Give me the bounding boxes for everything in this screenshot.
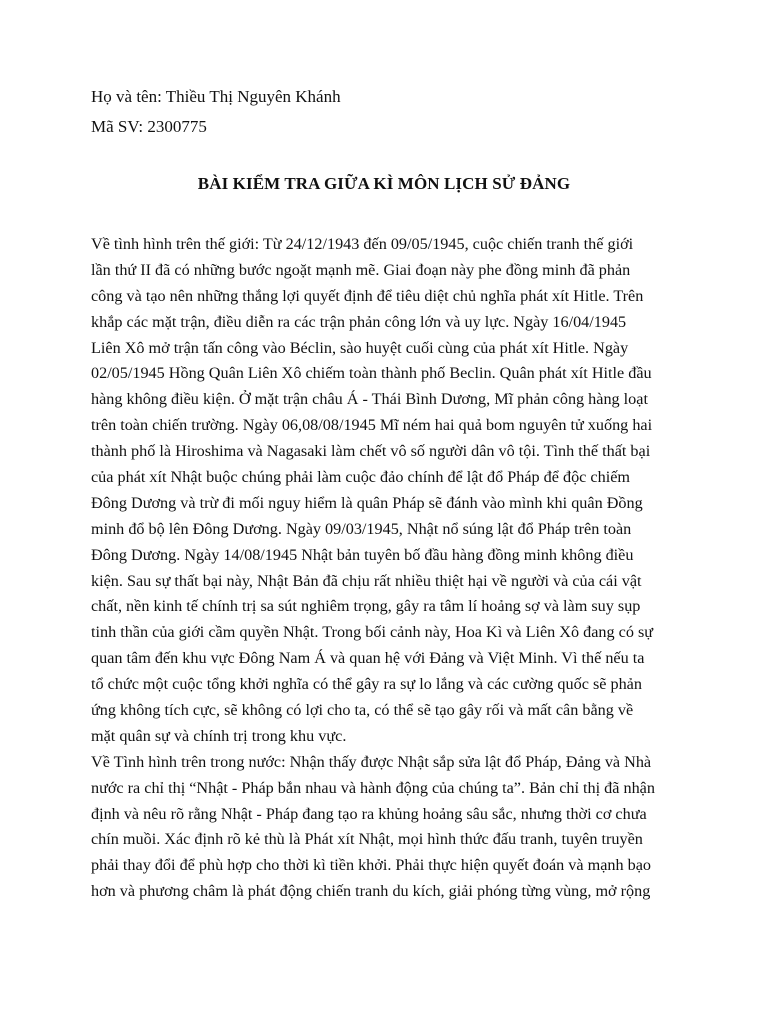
text-line: nước ra chỉ thị “Nhật - Pháp bắn nhau và hành động của chúng ta”. Bản chỉ thị đã nhận [91, 778, 655, 797]
text-line: 02/05/1945 Hồng Quân Liên Xô chiếm toàn thành phố Beclin. Quân phát xít Hitle đầu [91, 364, 652, 383]
text-line: công và tạo nên những thắng lợi quyết định để tiêu diệt chủ nghĩa phát xít Hitle. Trên [91, 286, 644, 305]
text-line: của phát xít Nhật buộc chúng phải làm cuộc đảo chính để lật đổ Pháp để độc chiếm [91, 468, 630, 487]
text-line: hàng không điều kiện. Ở mặt trận châu Á - Thái Bình Dương, Mĩ phản công hàng loạt [91, 390, 648, 409]
text-line: thành phố là Hiroshima và Nagasaki làm chết vô số người dân vô tội. Tình thế thất bại [91, 442, 651, 461]
text-line: ứng không tích cực, sẽ không có lợi cho ta, có thể sẽ tạo gây rối và mất cân bằng về [91, 701, 634, 720]
text-line: kiện. Sau sự thất bại này, Nhật Bản đã chịu rất nhiều thiệt hại về người và của cái vật [91, 571, 642, 590]
text-line: tinh thần của giới cầm quyền Nhật. Trong bối cảnh này, Hoa Kì và Liên Xô đang có sự [91, 623, 654, 642]
student-id-line: Mã SV: 2300775 [91, 117, 207, 136]
text-line: chất, nền kinh tế chính trị sa sút nghiêm trọng, gây ra tâm lí hoảng sợ và làm suy sụp [91, 597, 641, 616]
text-line: khắp các mặt trận, điều diễn ra các trận phản công lớn và uy lực. Ngày 16/04/1945 [91, 312, 627, 331]
document-title: BÀI KIỂM TRA GIỮA KÌ MÔN LỊCH SỬ ĐẢNG [197, 174, 571, 193]
text-line: Đông Dương. Ngày 14/08/1945 Nhật bản tuyên bố đầu hàng đồng minh không điều [91, 545, 634, 564]
text-line: mặt quân sự và chính trị trong khu vực. [91, 726, 347, 745]
text-line: minh đổ bộ lên Đông Dương. Ngày 09/03/1945, Nhật nổ súng lật đổ Pháp trên toàn [91, 519, 632, 538]
text-line: trên toàn chiến trường. Ngày 06,08/08/1945 Mĩ ném hai quả bom nguyên tử xuống hai [91, 416, 653, 435]
student-name-line: Họ và tên: Thiều Thị Nguyên Khánh [91, 87, 341, 106]
text-line: hơn và phương châm là phát động chiến tranh du kích, giải phóng từng vùng, mở rộng [91, 882, 651, 901]
text-line: chín muồi. Xác định rõ kẻ thù là Phát xít Nhật, mọi hình thức đấu tranh, tuyên truyền [91, 830, 643, 849]
text-line: Về Tình hình trên trong nước: Nhận thấy được Nhật sắp sửa lật đổ Pháp, Đảng và Nhà [91, 752, 652, 771]
document-body [91, 232, 691, 905]
text-line: tổ chức một cuộc tổng khởi nghĩa có thể gây ra sự lo lắng và các cường quốc sẽ phản [91, 675, 642, 694]
text-line: Liên Xô mở trận tấn công vào Béclin, sào huyệt cuối cùng của phát xít Hitle. Ngày [91, 338, 629, 357]
text-line: Về tình hình trên thế giới: Từ 24/12/1943 đến 09/05/1945, cuộc chiến tranh thế giới [91, 235, 634, 253]
text-line: định và nêu rõ rằng Nhật - Pháp đang tạo ra khủng hoảng sâu sắc, nhưng thời cơ chưa [91, 804, 647, 823]
text-line: Đông Dương và trừ đi mối nguy hiểm là quân Pháp sẽ đánh vào mình khi quân Đồng [91, 493, 643, 512]
text-line: phải thay đổi để phù hợp cho thời kì tiền khởi. Phải thực hiện quyết đoán và mạnh bạo [91, 856, 651, 875]
text-line: lần thứ II đã có những bước ngoặt mạnh mẽ. Giai đoạn này phe đồng minh đã phản [91, 260, 631, 279]
text-line: quan tâm đến khu vực Đông Nam Á và quan hệ với Đảng và Việt Minh. Vì thế nếu ta [91, 649, 645, 668]
